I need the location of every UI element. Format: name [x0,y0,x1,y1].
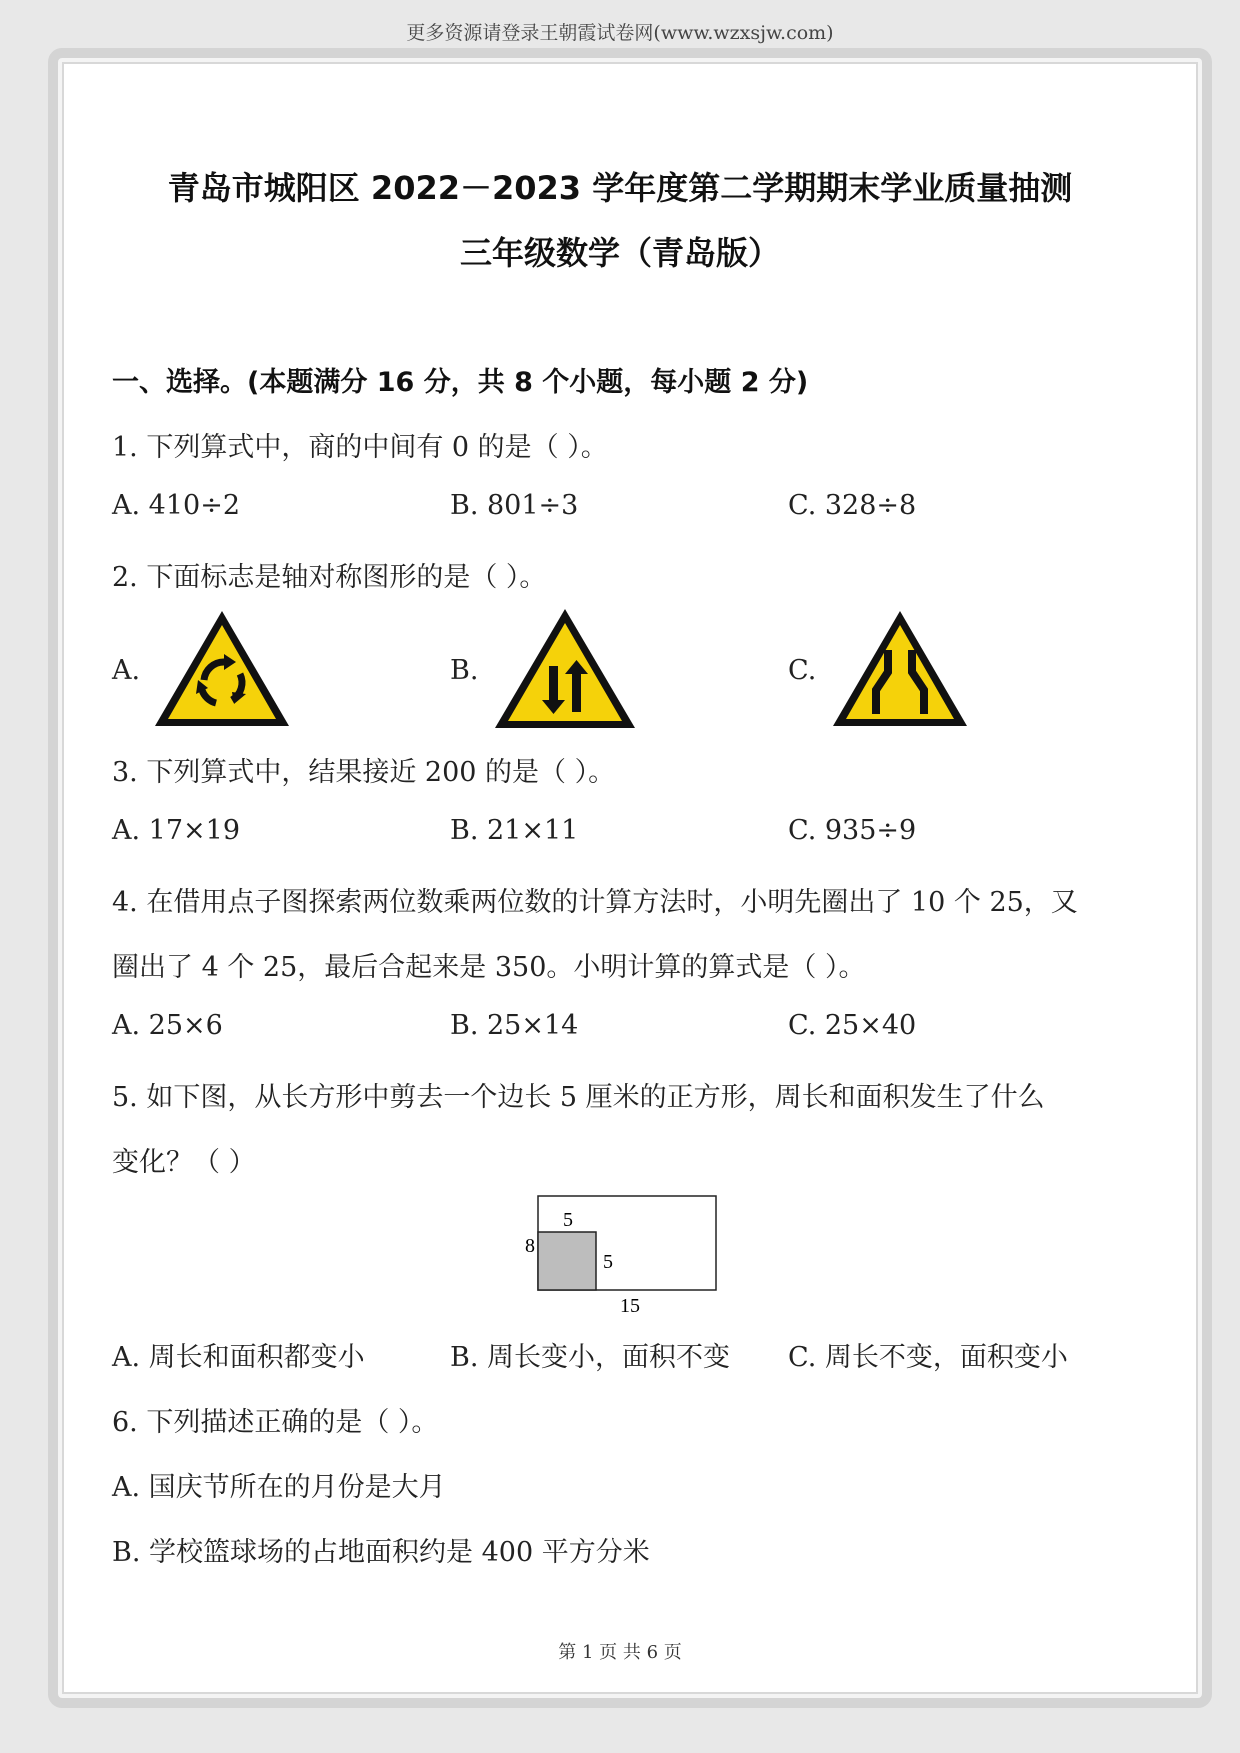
q5-option-b: B. 周长变小，面积不变 [450,1342,731,1373]
question-4-cont: 圈出了 4 个 25，最后合起来是 350。小明计算的算式是（ ）。 [112,952,866,983]
q1-option-c: C. 328÷8 [788,490,917,521]
q3-option-a: A. 17×19 [112,815,240,846]
watermark-text: 更多资源请登录王朝霞试卷网(www.wzxsjw.com) [406,22,834,44]
page-footer: 第 1 页 共 6 页 [558,1642,682,1663]
exam-title: 青岛市城阳区 2022－2023 学年度第二学期期末学业质量抽测 [167,169,1073,207]
q4-option-a: A. 25×6 [112,1010,223,1041]
figure-label-inner: 5 [603,1251,613,1273]
q2-option-c: C. [788,655,817,686]
q6-option-b: B. 学校篮球场的占地面积约是 400 平方分米 [112,1537,650,1568]
q3-option-b: B. 21×11 [450,815,579,846]
q4-option-c: C. 25×40 [788,1010,917,1041]
question-2: 2. 下面标志是轴对称图形的是（ ）。 [112,562,547,593]
question-6: 6. 下列描述正确的是（ ）。 [112,1407,439,1438]
figure-label-top: 5 [563,1209,573,1231]
q6-option-a: A. 国庆节所在的月份是大月 [112,1472,446,1503]
question-3: 3. 下列算式中，结果接近 200 的是（ ）。 [112,757,616,788]
question-5: 5. 如下图，从长方形中剪去一个边长 5 厘米的正方形，周长和面积发生了什么 [112,1082,1045,1113]
section-heading: 一、选择。(本题满分 16 分，共 8 个小题，每小题 2 分) [112,367,809,398]
figure-label-left: 8 [525,1235,535,1257]
q5-option-c: C. 周长不变，面积变小 [788,1342,1068,1373]
page-frame [48,48,1212,1708]
road-narrows-sign-icon [830,608,970,730]
q5-option-a: A. 周长和面积都变小 [112,1342,365,1373]
q4-option-b: B. 25×14 [450,1010,579,1041]
rectangle-figure [520,1190,730,1320]
two-way-traffic-sign-icon [492,606,638,732]
question-1: 1. 下列算式中，商的中间有 0 的是（ ）。 [112,432,608,463]
question-5-cont: 变化？（ ） [112,1147,256,1178]
figure-label-bottom: 15 [620,1295,640,1317]
roundabout-sign-icon [152,608,292,730]
exam-subtitle: 三年级数学（青岛版） [459,234,780,272]
q1-option-b: B. 801÷3 [450,490,579,521]
q3-option-c: C. 935÷9 [788,815,917,846]
q2-option-b: B. [450,655,479,686]
q2-option-a: A. [112,655,141,686]
q1-option-a: A. 410÷2 [112,490,240,521]
question-4: 4. 在借用点子图探索两位数乘两位数的计算方法时，小明先圈出了 10 个 25，又 [112,887,1078,918]
